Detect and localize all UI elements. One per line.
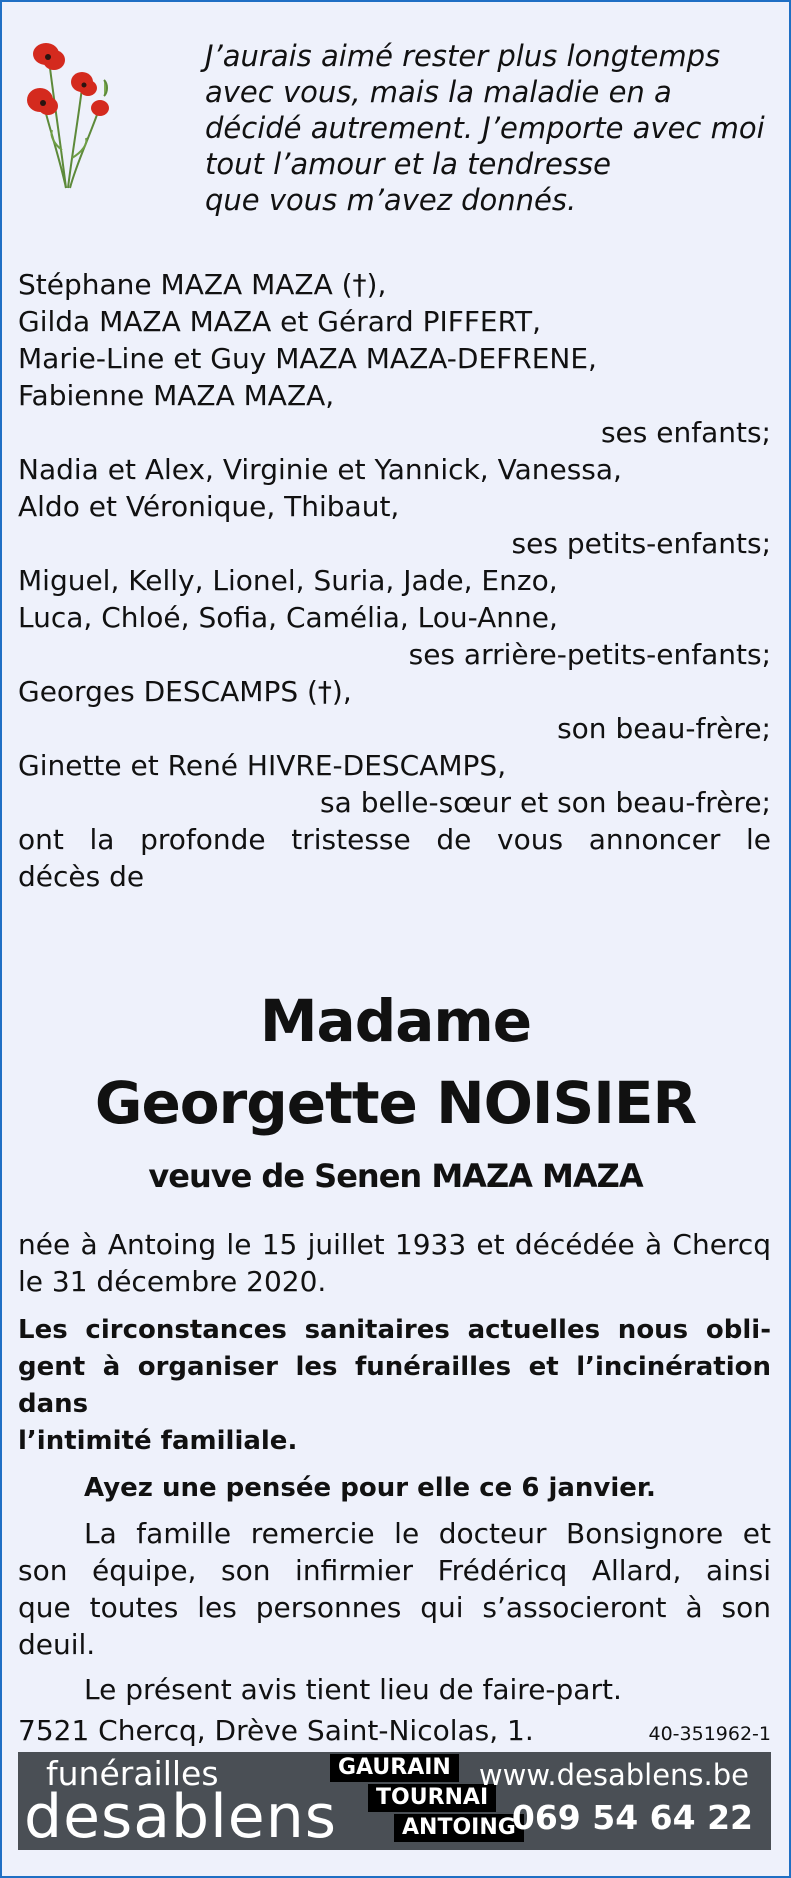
- grandchild-names: Nadia et Alex, Virginie et Yannick, Vanessa,: [18, 453, 622, 486]
- sanitary-notice: gent à organiser les funérailles et l’incinération dans: [18, 1352, 771, 1419]
- website-link[interactable]: www.desablens.be: [478, 1758, 749, 1792]
- city-label: ANTOING: [394, 1814, 524, 1842]
- thanks-line: que toutes les personnes qui s’associeront à son: [18, 1591, 771, 1624]
- grandchild-names: Aldo et Véronique, Thibaut,: [18, 490, 400, 523]
- thought-line: Ayez une pensée pour elle ce 6 janvier.: [84, 1473, 656, 1503]
- city-label: TOURNAI: [368, 1784, 496, 1812]
- child-name: Stéphane MAZA MAZA (†),: [18, 268, 387, 301]
- family-list: [18, 266, 771, 895]
- great-grandchild-names: Miguel, Kelly, Lionel, Suria, Jade, Enzo,: [18, 564, 558, 597]
- quote-line: décidé autrement. J’emporte avec moi: [205, 111, 765, 145]
- sanitary-notice: l’intimité familiale.: [18, 1426, 298, 1456]
- brother-in-law-name: Georges DESCAMPS (†),: [18, 675, 352, 708]
- thanks-line: son équipe, son infirmier Frédéricq Allard, ainsi: [18, 1554, 771, 1587]
- quote-line: avec vous, mais la maladie en a: [205, 75, 672, 109]
- birth-death-line: née à Antoing le 15 juillet 1933 et décédée à Chercq: [18, 1228, 771, 1261]
- great-grandchildren-role: ses arrière-petits-enfants;: [408, 638, 771, 671]
- grandchildren-role: ses petits-enfants;: [511, 527, 771, 560]
- sister-in-law-role: sa belle-sœur et son beau-frère;: [320, 786, 771, 819]
- faire-part-line: Le présent avis tient lieu de faire-part.: [84, 1673, 622, 1706]
- deceased-title: Madame: [259, 987, 532, 1055]
- phone-number: 069 54 64 22: [511, 1798, 753, 1837]
- opening-quote: [205, 38, 785, 218]
- great-grandchild-names: Luca, Chloé, Sofia, Camélia, Lou-Anne,: [18, 601, 558, 634]
- children-role: ses enfants;: [600, 416, 771, 449]
- poppy-flowers-icon: [26, 40, 116, 190]
- child-name: Gilda MAZA MAZA et Gérard PIFFERT,: [18, 305, 542, 338]
- quote-line: que vous m’avez donnés.: [205, 183, 577, 217]
- brand-tagline: funérailles: [46, 1754, 219, 1793]
- birth-death-line: le 31 décembre 2020.: [18, 1265, 327, 1298]
- reference-number: 40-351962-1: [648, 1723, 771, 1745]
- deceased-name: Georgette NOISIER: [94, 1069, 697, 1137]
- address-line: 7521 Chercq, Drève Saint-Nicolas, 1.: [18, 1714, 534, 1747]
- quote-line: tout l’amour et la tendresse: [205, 147, 611, 181]
- thanks-line: deuil.: [18, 1628, 96, 1661]
- brother-in-law-role: son beau-frère;: [557, 712, 771, 745]
- funeral-home-banner: [18, 1752, 771, 1850]
- sister-in-law-name: Ginette et René HIVRE-DESCAMPS,: [18, 749, 507, 782]
- quote-line: J’aurais aimé rester plus longtemps: [205, 39, 721, 73]
- details-block: [18, 1226, 771, 1749]
- brand-name: desablens: [24, 1782, 337, 1850]
- sanitary-notice: Les circonstances sanitaires actuelles nous obli-: [18, 1315, 771, 1345]
- child-name: Marie-Line et Guy MAZA MAZA-DEFRENE,: [18, 342, 597, 375]
- widow-of: veuve de Senen MAZA MAZA: [148, 1157, 643, 1195]
- city-label: GAURAIN: [330, 1754, 459, 1782]
- thanks-line: La famille remercie le docteur Bonsignore et: [84, 1517, 771, 1550]
- announcement-line: décès de: [18, 860, 145, 893]
- announcement-line: ont la profonde tristesse de vous annoncer le: [18, 823, 771, 856]
- child-name: Fabienne MAZA MAZA,: [18, 379, 335, 412]
